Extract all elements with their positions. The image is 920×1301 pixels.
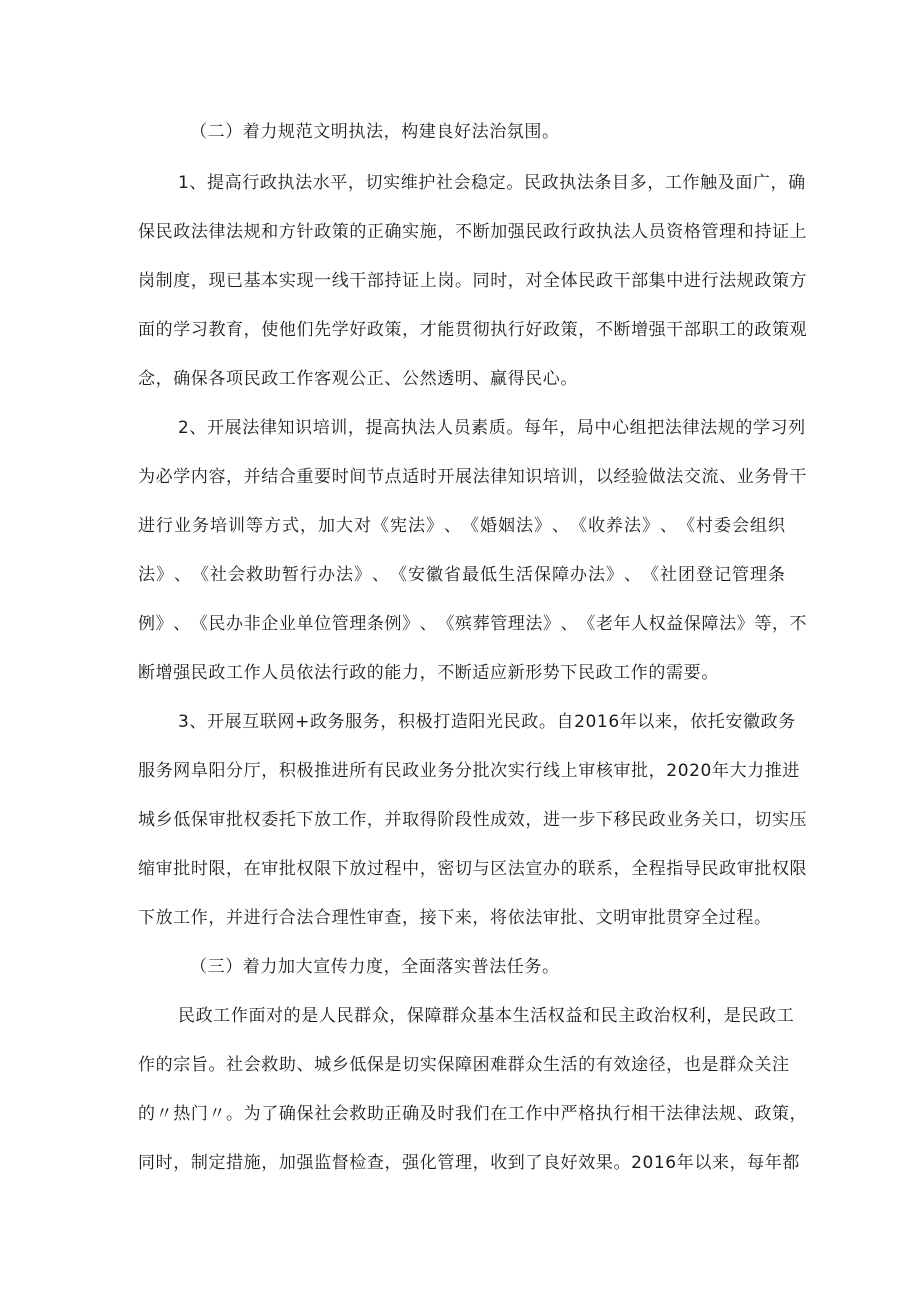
paragraph-line: 2 、 开 展 法 律 知 识 培 训 ， 提 高 执 法 人 员 素 质 。 每 年 ， 局 中 心 组 把 法 律 法 规 的 学 习 列 <box>178 418 806 438</box>
paragraph-line: 进 行 业 务 培 训 等 方 式 ， 加 大 对 《 宪 法 》 、 《 婚 姻 法 》 、 《 收 养 法 》 、 《 村 委 会 组 织 <box>138 516 786 536</box>
paragraph-line: 城 乡 低 保 审 批 权 委 托 下 放 工 作 ， 并 取 得 阶 段 性 成 效 ， 进 一 步 下 移 民 政 业 务 关 口 ， 切 实 压 <box>138 810 808 830</box>
paragraph-line: 下放工作，并进行合法合理性审查，接下来，将依法审批、文明审批贯穿全过程。 <box>138 908 772 928</box>
paragraph-line: 的 〃 热 门 〃 。 为 了 确 保 社 会 救 助 正 确 及 时 我 们 在 工 作 中 严 格 执 行 相 干 法 律 法 规 、 政 策 ， <box>138 1104 808 1124</box>
paragraph-line: 为 必 学 内 容 ， 并 结 合 重 要 时 间 节 点 适 时 开 展 法 律 知 识 培 训 ， 以 经 验 做 法 交 流 、 业 务 骨 干 <box>138 467 808 487</box>
paragraph-line: 同 时 ， 制 定 措 施 ， 加 强 监 督 检 查 ， 强 化 管 理 ， 收 到 了 良 好 效 果 。 2016 年 以 来 ， 每 年 都 <box>138 1153 800 1173</box>
paragraph-line: 法 》 、 《 社 会 救 助 暂 行 办 法 》 、 《 安 徽 省 最 低 生 活 保 障 办 法 》 、 《 社 团 登 记 管 理 条 <box>138 565 786 585</box>
section-heading-2: （二）着力规范文明执法，构建良好法治氛围。 <box>190 122 560 142</box>
paragraph-line: 念，确保各项民政工作客观公正、公然透明、赢得民心。 <box>138 369 578 389</box>
paragraph-line: 例 》 、 《 民 办 非 企 业 单 位 管 理 条 例 》 、 《 殡 葬 管 理 法 》 、 《 老 年 人 权 益 保 障 法 》 等 ， 不 <box>138 614 808 634</box>
paragraph-line: 3 、 开 展 互 联 网 + 政 务 服 务 ， 积 极 打 造 阳 光 民 政 。 自 2016 年 以 来 ， 依 托 安 徽 政 务 <box>178 712 796 732</box>
section-heading-3: （三）着力加大宣传力度，全面落实普法任务。 <box>190 957 560 977</box>
paragraph-line: 作 的 宗 旨 。 社 会 救 助 、 城 乡 低 保 是 切 实 保 障 困 难 群 众 生 活 的 有 效 途 径 ， 也 是 群 众 关 注 <box>138 1055 790 1075</box>
paragraph-line: 缩 审 批 时 限 ， 在 审 批 权 限 下 放 过 程 中 ， 密 切 与 区 法 宣 办 的 联 系 ， 全 程 指 导 民 政 审 批 权 限 <box>138 859 808 879</box>
paragraph-line: 断增强民政工作人员依法行政的能力，不断适应新形势下民政工作的需要。 <box>138 663 719 683</box>
paragraph-line: 1 、 提 高 行 政 执 法 水 平 ， 切 实 维 护 社 会 稳 定 。 民 政 执 法 条 目 多 ， 工 作 触 及 面 广 ， 确 <box>178 173 806 193</box>
paragraph-line: 岗 制 度 ， 现 已 基 本 实 现 一 线 干 部 持 证 上 岗 。 同 时 ， 对 全 体 民 政 干 部 集 中 进 行 法 规 政 策 方 <box>138 271 808 291</box>
paragraph-line: 服 务 网 阜 阳 分 厅 ， 积 极 推 进 所 有 民 政 业 务 分 批 次 实 行 线 上 审 核 审 批 ， 2020 年 大 力 推 进 <box>138 761 800 781</box>
paragraph-line: 民 政 工 作 面 对 的 是 人 民 群 众 ， 保 障 群 众 基 本 生 活 权 益 和 民 主 政 治 权 利 ， 是 民 政 工 <box>178 1006 795 1026</box>
paragraph-line: 面 的 学 习 教 育 ， 使 他 们 先 学 好 政 策 ， 才 能 贯 彻 执 行 好 政 策 ， 不 断 增 强 干 部 职 工 的 政 策 观 <box>138 320 808 340</box>
paragraph-line: 保 民 政 法 律 法 规 和 方 针 政 策 的 正 确 实 施 ， 不 断 加 强 民 政 行 政 执 法 人 员 资 格 管 理 和 持 证 上 <box>138 222 808 242</box>
